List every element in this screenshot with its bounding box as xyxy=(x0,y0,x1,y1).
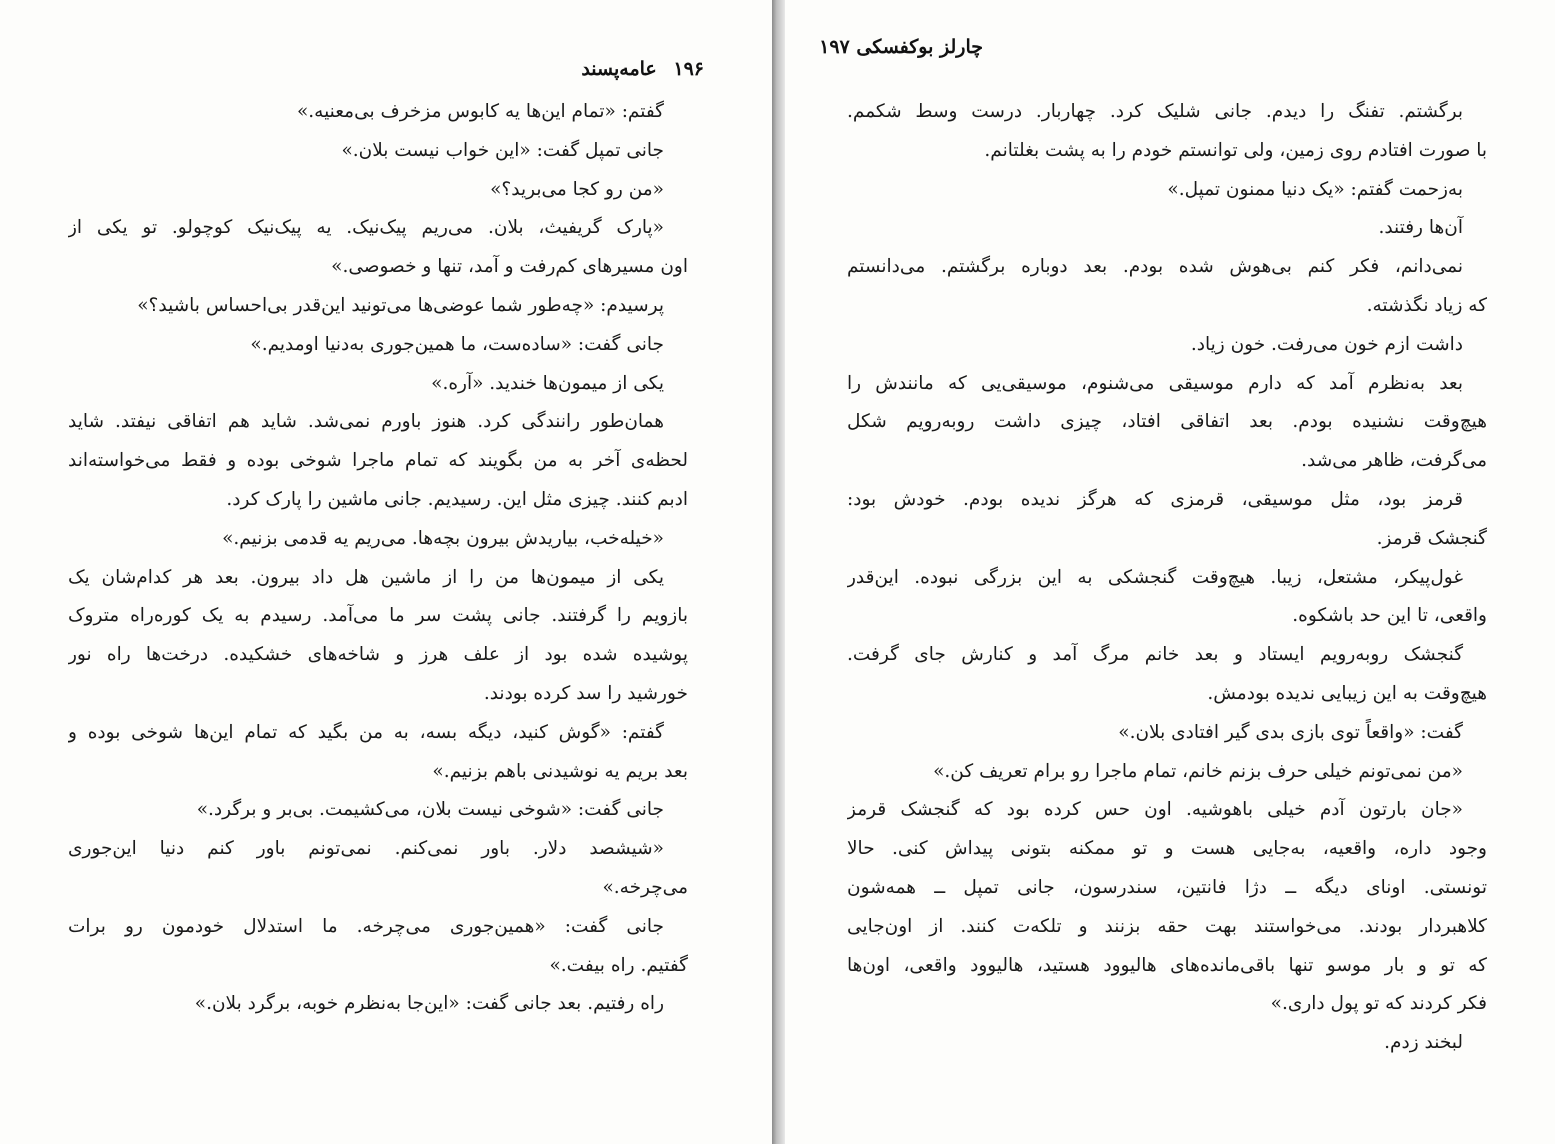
text-line: می‌چرخه.» xyxy=(602,876,688,898)
text-line: خورشید را سد کرده بودند. xyxy=(483,682,688,704)
text-line: «من رو کجا می‌برید؟» xyxy=(490,178,664,200)
text-line: گنجشک قرمز. xyxy=(1376,527,1487,549)
text-line: جانی گفت: «ساده‌ست، ما همین‌جوری به‌دنیا اومدیم.» xyxy=(250,333,664,355)
text-line: آن‌ها رفتند. xyxy=(1378,217,1463,239)
text-line: کلاهبردار بودند. می‌خواستند بهت حقه بزنند و تلکه‌ت کنند. از اون‌جایی xyxy=(847,915,1487,937)
text-line: فکر کردند که تو پول داری.» xyxy=(1270,993,1487,1015)
text-line: «خیله‌خب، بیاریدش بیرون بچه‌ها. می‌ریم یه قدمی بزنیم.» xyxy=(222,527,664,549)
right-page-header xyxy=(809,36,983,58)
text-line: تونستی. اونای دیگه ــ دژا فانتین، سندرسون، جانی تمپل ــ همه‌شون xyxy=(847,876,1487,898)
text-line: بعد بریم یه نوشیدنی باهم بزنیم.» xyxy=(432,760,688,782)
text-line: یکی از میمون‌ها خندید. «آره.» xyxy=(431,372,664,394)
text-line: برگشتم. تفنگ را دیدم. جانی شلیک کرد. چهاربار. درست وسط شکمم. xyxy=(847,101,1463,122)
book-gutter xyxy=(772,0,785,1144)
text-line: غول‌پیکر، مشتعل، زیبا. هیچ‌وقت گنجشکی به این بزرگی نبوده. این‌قدر xyxy=(847,566,1463,588)
text-line: جانی تمپل گفت: «این خواب نیست بلان.» xyxy=(341,139,664,161)
left-page xyxy=(0,0,772,1144)
text-line: گفتیم. راه بیفت.» xyxy=(549,954,688,976)
text-line: پوشیده شده بود از علف هرز و شاخه‌های خشکیده. درخت‌ها راه نور xyxy=(68,644,688,666)
right-running-head: چارلز بوکفسکی xyxy=(856,36,983,58)
text-line: داشت ازم خون می‌رفت. خون زیاد. xyxy=(1190,333,1463,355)
text-line: بعد به‌نظرم آمد که دارم موسیقی می‌شنوم، موسیقی‌یی که مانندش را xyxy=(847,372,1463,394)
text-line: می‌گرفت، ظاهر می‌شد. xyxy=(1301,450,1487,472)
text-line: لحظه‌ی آخر به من بگویند که تمام ماجرا شوخی بوده و فقط می‌خواسته‌اند xyxy=(68,450,688,472)
text-line: نمی‌دانم، فکر کنم بی‌هوش شده بودم. بعد دوباره برگشتم. می‌دانستم xyxy=(847,256,1463,278)
text-line: یکی از میمون‌ها من را از ماشین هل داد بیرون. بعد هر کدام‌شان یک xyxy=(68,566,664,588)
text-line: لبخند زدم. xyxy=(1384,1032,1463,1054)
text-line: «جان بارتون آدم خیلی باهوشیه. اون حس کرده بود که گنجشک قرمز xyxy=(847,799,1463,821)
text-line: ادبم کنند. چیزی مثل این. رسیدیم. جانی ماشین را پارک کرد. xyxy=(226,488,688,510)
text-line: راه رفتیم. بعد جانی گفت: «این‌جا به‌نظرم خوبه، برگرد بلان.» xyxy=(194,993,664,1015)
text-line: بازویم را گرفتند. جانی پشت سر ما می‌آمد. رسیدم به یک کوره‌راه متروک xyxy=(68,605,688,627)
text-line: قرمز بود، مثل موسیقی، قرمزی که هرگز ندیده بودم. خودش بود: xyxy=(847,488,1463,510)
left-running-head: عامه‌پسند xyxy=(581,58,657,80)
text-line: گفتم: «گوش کنید، دیگه بسه، به من بگید که تمام این‌ها شوخی بوده و xyxy=(68,721,664,743)
text-line: پرسیدم: «چه‌طور شما عوضی‌ها می‌تونید این‌قدر بی‌احساس باشید؟» xyxy=(137,294,664,316)
text-line: وجود داره، واقعیه، به‌جایی هست و تو ممکنه بتونی پیداش کنی. حالا xyxy=(847,838,1487,860)
text-line: همان‌طور رانندگی کرد. هنوز باورم نمی‌شد. شاید هم اتفاقی نیفتد. شاید xyxy=(68,411,664,433)
text-line: واقعی، تا این حد باشکوه. xyxy=(1292,605,1487,627)
text-line: گفتم: «تمام این‌ها یه کابوس مزخرف بی‌معنیه.» xyxy=(296,101,664,122)
right-page-number: ۱۹۷ xyxy=(819,36,850,58)
text-line: هیچ‌وقت به این زیبایی ندیده بودمش. xyxy=(1207,682,1487,704)
text-line: با صورت افتادم روی زمین، ولی توانستم خودم را به پشت بغلتانم. xyxy=(984,139,1487,161)
text-line: که تو و بار موسو تنها باقی‌مانده‌های هالیوود هستید، هالیوود واقعی، اون‌ها xyxy=(847,954,1487,976)
text-line: هیچ‌وقت نشنیده بودم. بعد اتفاقی افتاد، چیزی داشت روبه‌رویم شکل xyxy=(847,411,1487,433)
right-page-body xyxy=(847,93,1487,1063)
text-line: جانی گفت: «همین‌جوری می‌چرخه. ما استدلال خودمون رو برات xyxy=(68,915,664,937)
text-line: گفت: «واقعاً توی بازی بدی گیر افتادی بلان.» xyxy=(1118,721,1463,743)
text-line: گنجشک روبه‌رویم ایستاد و بعد خانم مرگ آمد و کنارش جای گرفت. xyxy=(847,644,1463,666)
text-line: «شیشصد دلار. باور نمی‌کنم. نمی‌تونم باور کنم دنیا این‌جوری xyxy=(68,838,664,860)
left-page-body xyxy=(68,93,688,1024)
left-page-header xyxy=(581,58,704,80)
left-page-number: ۱۹۶ xyxy=(673,58,704,80)
text-line: «پارک گریفیث، بلان. می‌ریم پیک‌نیک. یه پیک‌نیک کوچولو. تو یکی از xyxy=(68,217,664,239)
text-line: به‌زحمت گفتم: «یک دنیا ممنون تمپل.» xyxy=(1167,178,1463,200)
right-page xyxy=(785,0,1555,1144)
text-line: که زیاد نگذشته. xyxy=(1366,294,1487,316)
text-line: «من نمی‌تونم خیلی حرف بزنم خانم، تمام ماجرا رو برام تعریف کن.» xyxy=(933,760,1463,782)
text-line: اون مسیرهای کم‌رفت و آمد، تنها و خصوصی.» xyxy=(331,256,688,278)
text-line: جانی گفت: «شوخی نیست بلان، می‌کشیمت. بی‌بر و برگرد.» xyxy=(196,799,664,821)
